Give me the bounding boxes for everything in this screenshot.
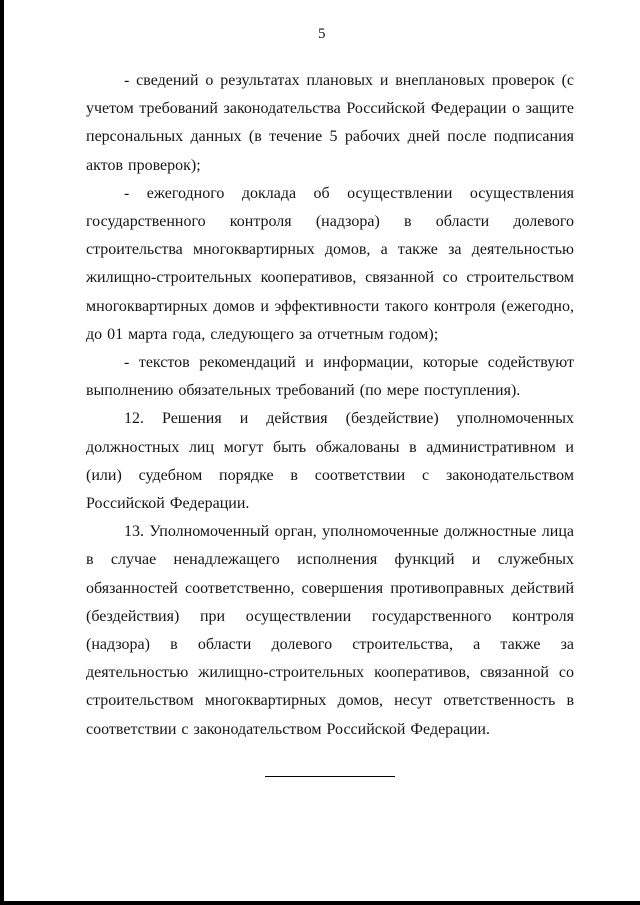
paragraph-clause-12: 12. Решения и действия (бездействие) уполномоченных должностных лиц могут быть обжалованы в административном и (или) судебном порядке в соответствии с законодательством Российской Федерации. bbox=[86, 410, 574, 513]
paragraph-clause-13: 13. Уполномоченный орган, уполномоченные должностные лица в случае ненадлежащего исполнения функций и служебных обязанностей соответственно, совершения противоправных действий (бездействия) при осуществлении государственного контроля (надзора) в области долевого строительства, а также за деятельностью жилищно-строительных кооперативов, связанной со строительством многоквартирных домов, несут ответственность в соответствии с законодательством Российской Федерации. bbox=[86, 523, 574, 738]
paragraph-recommendations: - текстов рекомендаций и информации, которые содействуют выполнению обязательных требований (по мере поступления). bbox=[86, 354, 574, 400]
document-body bbox=[4, 43, 640, 777]
page-number: 5 bbox=[318, 26, 326, 42]
paragraph-checks-info: - сведений о результатах плановых и внеплановых проверок (с учетом требований законодательства Российской Федерации о защите персональных данных (в течение 5 рабочих дней после подписания актов проверок); bbox=[86, 72, 574, 174]
paragraph-annual-report: - ежегодного доклада об осуществлении осуществления государственного контроля (надзора) в области долевого строительства многоквартирных домов, а также за деятельностью жилищно-строительных кооперативов, связанной со строительством многоквартирных домов и эффективности такого контроля (ежегодно, до 01 марта года, следующего за отчетным годом); bbox=[86, 184, 574, 343]
end-of-document-divider bbox=[265, 776, 395, 777]
